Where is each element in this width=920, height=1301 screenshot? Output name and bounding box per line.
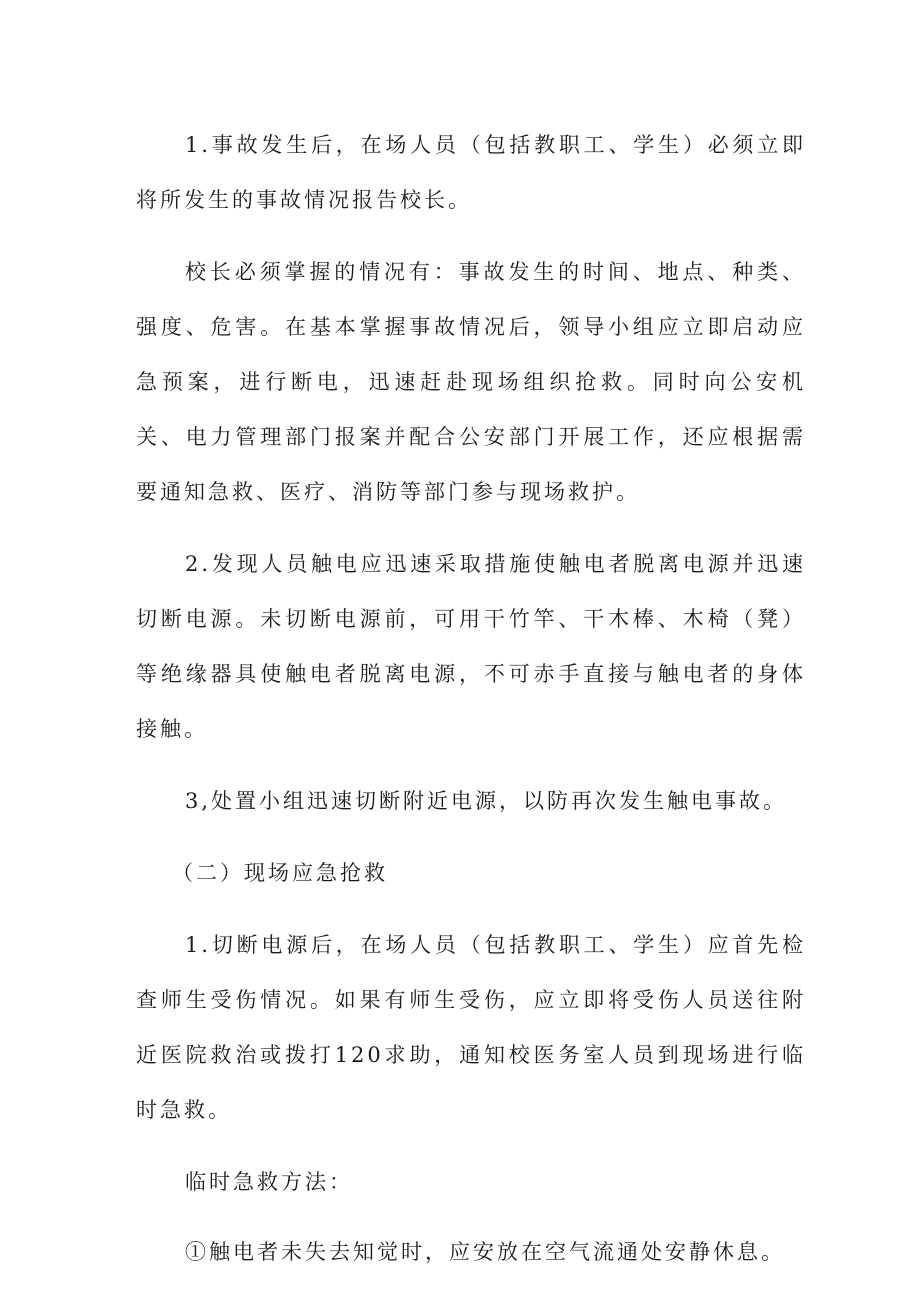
- paragraph-cut-power: 2.发现人员触电应迅速采取措施使触电者脱离电源并迅速切断电源。未切断电源前，可用干竹竿、干木棒、木椅（凳）等绝缘器具使触电者脱离电源，不可赤手直接与触电者的身体接触。: [136, 552, 806, 741]
- paragraph-principal-info: 校长必须掌握的情况有：事故发生的时间、地点、种类、强度、危害。在基本掌握事故情况后，领导小组应立即启动应急预案，进行断电，迅速赶赴现场组织抢救。同时向公安机关、电力管理部门报案并配合公安部门开展工作，还应根据需要通知急救、医疗、消防等部门参与现场救护。: [136, 260, 806, 504]
- paragraph-cut-nearby-power: 3,处置小组迅速切断附近电源，以防再次发生触电事故。: [185, 789, 788, 813]
- document-page: [136, 118, 806, 1297]
- paragraph-report-to-principal: 1.事故发生后，在场人员（包括教职工、学生）必须立即将所发生的事故情况报告校长。: [136, 133, 806, 212]
- section-heading-onsite-rescue: （二）现场应急抢救: [172, 861, 388, 885]
- paragraph-first-aid-item-1: ①触电者未失去知觉时，应安放在空气流通处安静休息。: [185, 1240, 785, 1264]
- paragraph-first-aid-methods-label: 临时急救方法：: [185, 1170, 353, 1194]
- paragraph-check-injuries: 1.切断电源后，在场人员（包括教职工、学生）应首先检查师生受伤情况。如果有师生受伤，应立即将受伤人员送往附近医院救治或拨打120求助，通知校医务室人员到现场进行临时急救。: [136, 933, 806, 1122]
